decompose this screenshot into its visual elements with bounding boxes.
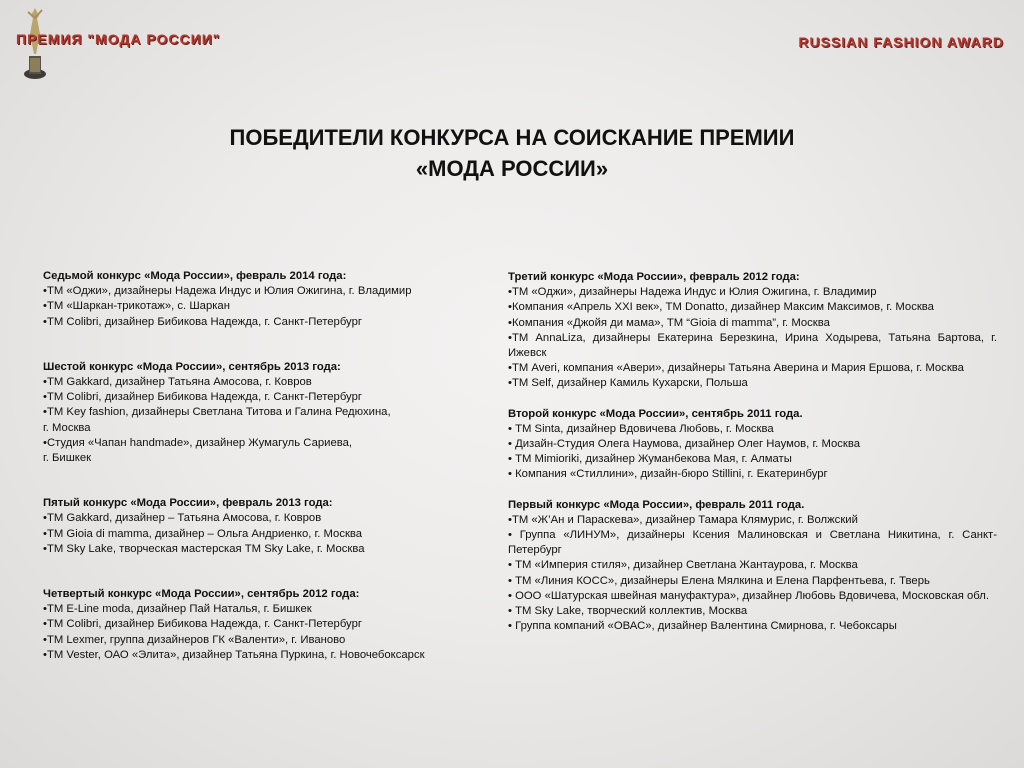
contest-section	[43, 360, 488, 466]
contest-section	[43, 496, 488, 557]
contest-section-title: Пятый конкурс «Мода России», февраль 2013 года:	[43, 497, 333, 510]
winner-list-item: •ТМ «Шаркан-трикотаж», с. Шаркан	[43, 300, 230, 313]
contest-section	[508, 407, 997, 483]
brand-title-ru: ПРЕМИЯ "МОДА РОССИИ"	[16, 31, 221, 47]
winner-list-item: •ТМ Gakkard, дизайнер – Татьяна Амосова, г. Ковров	[43, 512, 322, 525]
winner-list-item: •ТМ Colibri, дизайнер Бибикова Надежда, г. Санкт-Петербург	[43, 315, 362, 328]
winner-list-item: • Компания «Стиллини», дизайн-бюро Stillini, г. Екатеринбург	[508, 468, 828, 481]
winner-list-item: •ТМ «Оджи», дизайнеры Надежа Индус и Юлия Ожигина, г. Владимир	[508, 286, 877, 299]
winner-list-item: • Группа компаний «ОВАС», дизайнер Валентина Смирнова, г. Чебоксары	[508, 620, 897, 633]
winner-list-item: г. Москва	[43, 421, 91, 434]
winner-list-item: г. Бишкек	[43, 452, 92, 465]
winner-list-item: • Дизайн-Студия Олега Наумова, дизайнер Олег Наумов, г. Москва	[508, 438, 861, 451]
winner-list-item: •ТМ «Оджи», дизайнеры Надежа Индус и Юлия Ожигина, г. Владимир	[43, 285, 412, 298]
contest-section-title: Седьмой конкурс «Мода России», февраль 2014 года:	[43, 270, 347, 282]
winner-list-item: •ТМ Averi, компания «Авери», дизайнеры Татьяна Аверина и Мария Ершова, г. Москва	[508, 362, 964, 375]
winner-list-item: •ТМ Lexmer, группа дизайнеров ГК «Валенти», г. Иваново	[43, 633, 346, 646]
winner-list-item: •Компания «Джойя ди мама», ТМ “Gioia di mamma”, г. Москва	[508, 316, 830, 329]
winner-list-item: • Группа «ЛИНУМ», дизайнеры Ксения Малиновская и Светлана Никитина, г. Санкт-Петербург	[508, 529, 997, 557]
right-column	[508, 270, 997, 634]
winner-list-item: • ТМ «Империя стиля», дизайнер Светлана Жантаурова, г. Москва	[508, 559, 858, 572]
winner-list-item: •ТМ Vester, ОАО «Элита», дизайнер Татьяна Пуркина, г. Новочебоксарск	[43, 648, 425, 661]
winner-list-item: •ТМ Self, дизайнер Камиль Кухарски, Польша	[508, 377, 748, 390]
winner-list-item: • ТМ Mimioriki, дизайнер Жуманбекова Мая, г. Алматы	[508, 453, 792, 466]
brand-title-en: RUSSIAN FASHION AWARD	[798, 34, 1004, 50]
winner-list-item: •ТМ AnnaLiza, дизайнеры Екатерина Березкина, Ирина Ходырева, Татьяна Бартова, г. Ижевск	[508, 331, 997, 360]
left-column	[43, 269, 488, 663]
winner-list-item: • ТМ Sinta, дизайнер Вдовичева Любовь, г. Москва	[508, 422, 774, 435]
contest-section	[43, 269, 488, 330]
contest-section-title: Шестой конкурс «Мода России», сентябрь 2013 года:	[43, 360, 341, 373]
winner-list-item: •ТМ Colibri, дизайнер Бибикова Надежда, г. Санкт-Петербург	[43, 391, 362, 404]
contest-section-title: Первый конкурс «Мода России», февраль 2011 года.	[508, 498, 805, 511]
winner-list-item: •Компания «Апрель XXI век», ТМ Donatto, дизайнер Максим Максимов, г. Москва	[508, 301, 934, 314]
contest-section	[43, 587, 488, 663]
page-title	[0, 122, 1024, 184]
header-bar	[0, 0, 1024, 80]
page-title-line-1: ПОБЕДИТЕЛИ КОНКУРСА НА СОИСКАНИЕ ПРЕМИИ	[229, 125, 795, 150]
contest-section-title: Четвертый конкурс «Мода России», сентябрь 2012 года:	[43, 588, 360, 601]
winner-list-item: •ТМ Sky Lake, творческая мастерская ТМ Sky Lake, г. Москва	[43, 542, 365, 555]
winner-list-item: •ТМ E-Line moda, дизайнер Пай Наталья, г. Бишкек	[43, 603, 312, 616]
contest-section	[508, 270, 997, 392]
winner-list-item: •ТМ Colibri, дизайнер Бибикова Надежда, г. Санкт-Петербург	[43, 618, 362, 631]
winner-list-item: •ТМ Gioia di mamma, дизайнер – Ольга Андриенко, г. Москва	[43, 527, 363, 540]
contest-section-title: Второй конкурс «Мода России», сентябрь 2011 года.	[508, 407, 803, 420]
winner-list-item: •ТМ Key fashion, дизайнеры Светлана Титова и Галина Редюхина,	[43, 406, 391, 419]
winner-list-item: •ТМ «Ж’Ан и Параскева», дизайнер Тамара Клямурис, г. Волжский	[508, 513, 858, 526]
winner-list-item: • ООО «Шатурская швейная мануфактура», дизайнер Любовь Вдовичева, Московская обл.	[508, 589, 989, 602]
page-title-line-2: «МОДА РОССИИ»	[415, 156, 609, 181]
contest-section-title: Третий конкурс «Мода России», февраль 2012 года:	[508, 271, 800, 283]
winner-list-item: • ТМ Sky Lake, творческий коллектив, Москва	[508, 605, 748, 618]
winner-list-item: •Студия «Чапан handmade», дизайнер Жумагуль Сариева,	[43, 436, 353, 449]
winner-list-item: • ТМ «Линия КОСС», дизайнеры Елена Мялкина и Елена Парфентьева, г. Тверь	[508, 574, 930, 587]
contest-section	[508, 498, 997, 635]
winner-list-item: •ТМ Gakkard, дизайнер Татьяна Амосова, г. Ковров	[43, 376, 312, 389]
